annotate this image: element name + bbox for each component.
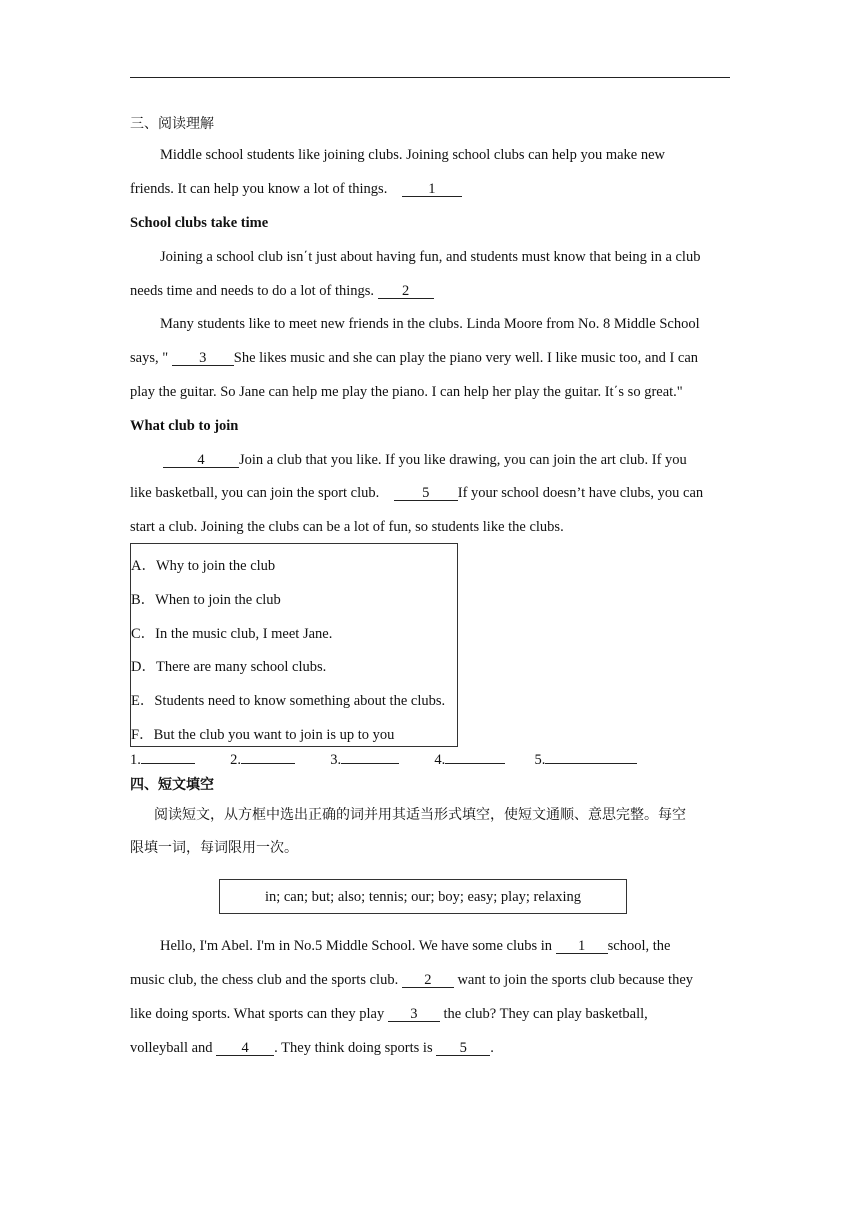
subheading: What club to join (130, 418, 239, 434)
word-bank-box (219, 879, 627, 914)
text: needs time and needs to do a lot of things. (130, 283, 375, 299)
text: says, " (130, 350, 169, 366)
text: . They think doing sports is (274, 1040, 433, 1056)
fill-blank: 2 (402, 974, 454, 988)
text: She likes music and she can play the piano very well. I like music too, and I can (233, 350, 699, 366)
option-c: C．In the music club, I meet Jane. (131, 626, 333, 642)
answer-line-1[interactable] (141, 763, 195, 764)
option-b: B．When to join the club (131, 592, 281, 608)
text: Hello, I'm Abel. I'm in No.5 Middle School. We have some clubs in (160, 938, 553, 954)
fill-blank: 4 (216, 1042, 274, 1056)
answer-blank: 3 (172, 352, 234, 366)
option-a: A．Why to join the club (131, 558, 276, 574)
section3-heading: 三、阅读理解 (130, 116, 214, 132)
text: want to join the sports club because they (457, 972, 694, 988)
option-f: F．But the club you want to join is up to you (131, 727, 395, 743)
paragraph-line: Middle school students like joining clubs. Joining school clubs can help you make new (160, 147, 666, 163)
text: like basketball, you can join the sport club. (130, 485, 380, 501)
answer-line-4[interactable] (445, 763, 505, 764)
passage-line (130, 1040, 494, 1057)
answer-label-5: 5. (534, 752, 546, 768)
instruction-line: 限填一词，每词限用一次。 (130, 840, 298, 856)
fill-blank: 5 (436, 1042, 490, 1056)
instruction-line: 阅读短文，从方框中选出正确的词并用其适当形式填空，使短文通顺、意思完整。每空 (154, 807, 686, 823)
fill-blank: 1 (556, 940, 608, 954)
passage-line (130, 1006, 648, 1023)
passage-line (130, 972, 693, 989)
answer-label-2: 2. (230, 752, 241, 768)
text: volleyball and (130, 1040, 213, 1056)
fill-blank: 3 (388, 1008, 440, 1022)
text: music club, the chess club and the sports club. (130, 972, 399, 988)
option-d: D．There are many school clubs. (131, 659, 327, 675)
paragraph-line (130, 485, 703, 502)
header-rule (130, 77, 730, 78)
paragraph-line: Many students like to meet new friends in the clubs. Linda Moore from No. 8 Middle School (160, 316, 700, 332)
answer-blank: 1 (402, 183, 462, 197)
answer-line-5[interactable] (545, 763, 637, 764)
text: like doing sports. What sports can they play (130, 1006, 385, 1022)
text: If your school doesn’t have clubs, you can (457, 485, 704, 501)
text: the club? They can play basketball, (443, 1006, 648, 1022)
word-bank: in; can; but; also; tennis; our; boy; easy; play; relaxing (264, 889, 582, 905)
answer-line-2[interactable] (241, 763, 295, 764)
text: school, the (607, 938, 671, 954)
paragraph-line (130, 181, 462, 198)
answer-label-4: 4. (434, 752, 446, 768)
paragraph-line (163, 452, 687, 469)
paragraph-line (130, 283, 434, 300)
answer-label-1: 1. (130, 752, 141, 768)
passage-line (160, 938, 670, 955)
paragraph-line: Joining a school club isn΄t just about having fun, and students must know that being in a club (160, 249, 701, 265)
paragraph-line: start a club. Joining the clubs can be a lot of fun, so students like the clubs. (130, 519, 564, 535)
answer-blank: 2 (378, 285, 434, 299)
text: friends. It can help you know a lot of things. (130, 181, 388, 197)
answer-blank: 4 (163, 454, 239, 468)
option-e: E．Students need to know something about the clubs. (131, 693, 446, 709)
text: . (490, 1040, 494, 1056)
answer-label-3: 3. (330, 752, 342, 768)
options-box (130, 543, 458, 747)
text: Join a club that you like. If you like drawing, you can join the art club. If you (239, 452, 687, 468)
answer-blank: 5 (394, 487, 458, 501)
answer-row (130, 752, 637, 769)
subheading: School clubs take time (130, 215, 269, 231)
section4-heading: 四、短文填空 (130, 777, 214, 793)
paragraph-line: play the guitar. So Jane can help me play the piano. I can help her play the guitar. It΄s so great." (130, 384, 683, 400)
paragraph-line (130, 350, 698, 367)
answer-line-3[interactable] (341, 763, 399, 764)
